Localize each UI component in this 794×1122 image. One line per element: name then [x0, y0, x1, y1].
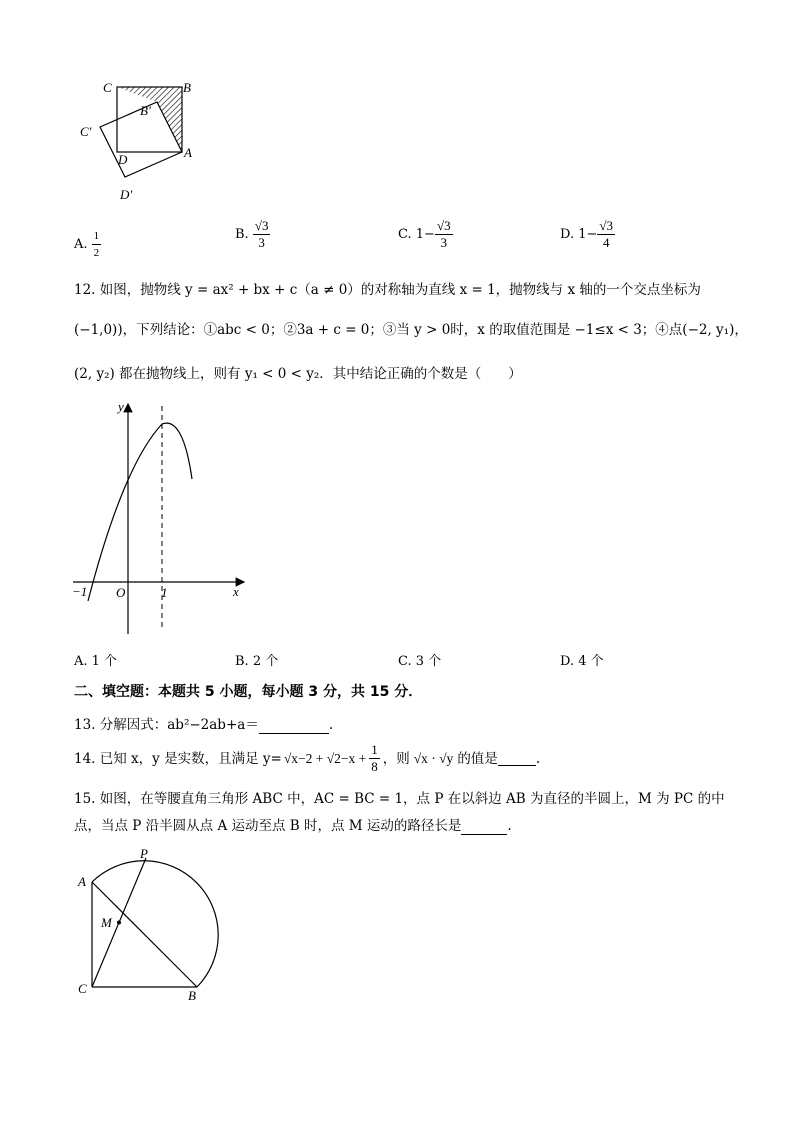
section-2-heading: 二、填空题：本题共 5 小题，每小题 3 分，共 15 分．	[74, 684, 423, 700]
label-1: 1	[161, 585, 168, 600]
q14-answer-blank[interactable]	[498, 751, 536, 766]
q15-answer-blank[interactable]	[461, 820, 507, 835]
q11-option-a: A. $\frac{1}{2}$	[74, 230, 100, 259]
q12-line1: 12. 如图，抛物线 y = ax² + bx + c（a ≠ 0）的对称轴为直线 x = 1，抛物线与 x 轴的一个交点坐标为	[74, 282, 701, 298]
semicircle-figure	[70, 845, 230, 1005]
label-x: x	[233, 584, 239, 599]
label-C: C	[103, 80, 112, 95]
label-A: A	[184, 145, 192, 160]
q11-option-c: C. 1− $\frac{√3}{3}$	[398, 218, 451, 250]
q11-option-b: B. $\frac{√3}{3}$	[235, 218, 269, 250]
q12-option-a: A. 1 个	[74, 654, 118, 669]
parabola-figure	[68, 396, 253, 641]
label-B-prime: B'	[140, 103, 151, 118]
q14: 14. 已知 x，y 是实数，且满足 y= √x−2 + √2−x + $\frac{1}{8}$ ，则 √x · √y 的值是 .	[74, 742, 541, 774]
shaded-region	[117, 87, 182, 152]
hypotenuse-ab	[92, 882, 197, 987]
q12-line2: (−1,0))，下列结论：①abc < 0；②3a + c = 0；③当 y > 0时，x 的取值范围是 −1≤x < 3；④点(−2, y₁)，	[74, 322, 748, 338]
label-y: y	[118, 399, 124, 414]
q15-line2: 点，当点 P 沿半圆从点 A 运动至点 B 时，点 M 运动的路径长是 .	[74, 818, 512, 834]
q11-option-d: D. 1− $\frac{√3}{4}$	[560, 218, 614, 250]
label-origin: O	[116, 585, 126, 600]
q12-line3: (2, y₂) 都在抛物线上，则有 y₁ < 0 < y₂．其中结论正确的个数是（ ）	[74, 366, 522, 382]
q12-option-c: C. 3 个	[398, 654, 442, 669]
point-m	[117, 921, 121, 925]
label-M: M	[101, 915, 112, 930]
parabola-curve	[88, 423, 192, 601]
square-rotation-figure	[70, 72, 210, 207]
label-D: D	[118, 152, 128, 167]
q12-option-d: D. 4 个	[560, 654, 604, 669]
q15-line1: 15. 如图，在等腰直角三角形 ABC 中，AC = BC = 1，点 P 在以斜边 AB 为直径的半圆上，M 为 PC 的中	[74, 791, 725, 807]
q13-answer-blank[interactable]	[259, 719, 329, 734]
label-B: B	[188, 988, 196, 1003]
q12-option-b: B. 2 个	[235, 654, 279, 669]
label-B: B	[183, 80, 191, 95]
label-minus1: −1	[72, 584, 88, 599]
q13: 13. 分解因式：ab²−2ab+a＝ .	[74, 717, 334, 733]
label-C: C	[78, 981, 87, 996]
label-A: A	[78, 874, 86, 889]
label-P: P	[140, 846, 148, 861]
label-C-prime: C'	[80, 124, 92, 139]
label-D-prime: D'	[120, 187, 133, 202]
